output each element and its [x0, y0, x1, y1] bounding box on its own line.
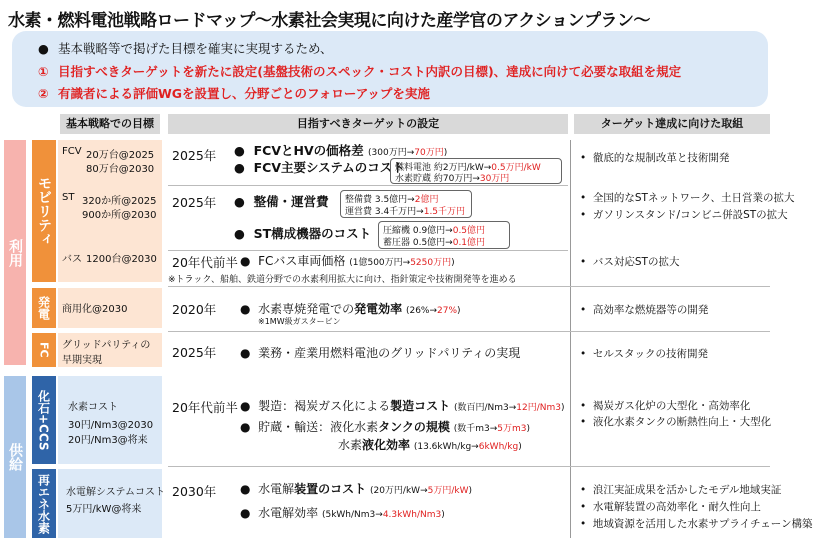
category-supply: 供給 — [4, 376, 26, 538]
year-label: 2020年 — [172, 302, 217, 317]
year-label: 2025年 — [172, 148, 217, 163]
year-label: 20年代前半 — [172, 255, 238, 270]
action-item: • 液化水素タンクの断熱性向上・大型化 — [580, 416, 772, 428]
intro-item-2: ② 有識者による評価WGを設置し、分野ごとのフォローアップを実施 — [38, 86, 430, 101]
action-item: • バス対応STの拡大 — [580, 256, 680, 268]
subcategory-fc: FC — [32, 333, 56, 367]
row-separator — [168, 250, 568, 251]
header-basic-goal: 基本戦略での目標 — [60, 114, 160, 134]
target-renew-efficiency: ● 水電解効率 (5kWh/Nm3→4.3kWh/Nm3) — [240, 506, 445, 520]
target-renew-cost: ● 水電解装置のコスト (20万円/kW→5万円/kW) — [240, 482, 473, 496]
power-note: ※1MW級ガスタービン — [258, 317, 341, 326]
year-label: 2030年 — [172, 484, 217, 499]
goal-box-ccs: 水素コスト 30円/Nm3@2030 20円/Nm3@将来 — [58, 376, 162, 464]
target-fc-gridparity: ● 業務・産業用燃料電池のグリッドパリティの実現 — [240, 346, 521, 360]
intro-item-1: ① 目指すべきターゲットを新たに設定(基盤技術のスペック・コスト内訳の目標)、達成に向けて必要な取組を規定 — [38, 64, 682, 79]
target-fcv-price: ● FCVとHVの価格差 (300万円→70万円) — [234, 143, 448, 158]
mobility-note: ※トラック、船舶、鉄道分野での水素利用拡大に向け、指針策定や技術開発等を進める — [168, 275, 517, 285]
action-item: • ガソリンスタンド/コンビニ併設STの拡大 — [580, 209, 788, 221]
intro-panel — [12, 31, 768, 107]
action-item: • 褐炭ガス化炉の大型化・高効率化 — [580, 400, 751, 412]
goal-box-fc: グリッドパリティの 早期実現 — [58, 333, 162, 367]
action-item: • セルスタックの技術開発 — [580, 348, 709, 360]
target-st-equipment: ● ST構成機器のコスト — [234, 226, 372, 241]
intro-line-1: ● 基本戦略等で掲げた目標を確実に実現するため、 — [38, 41, 333, 56]
year-label: 20年代前半 — [172, 400, 238, 415]
row-separator — [168, 185, 568, 186]
action-item: • 徹底的な規制改革と技術開発 — [580, 152, 730, 164]
target-ccs-production: ● 製造：褐炭ガス化による製造コスト (数百円/Nm3→12円/Nm3) — [240, 399, 565, 413]
subcategory-power: 発電 — [32, 288, 56, 328]
row-separator — [168, 466, 770, 467]
action-item: • 水電解装置の高効率化・耐久性向上 — [580, 501, 761, 513]
header-action: ターゲット達成に向けた取組 — [574, 114, 770, 134]
fcv-system-detail: 燃料電池 約2万円/kW→0.5万円/kW 水素貯蔵 約70万円→30万円 — [390, 158, 562, 184]
column-divider — [570, 140, 571, 538]
row-separator — [168, 331, 770, 332]
page-title: 水素・燃料電池戦略ロードマップ～水素社会実現に向けた産学官のアクションプラン～ — [8, 11, 650, 31]
target-fcv-system: ● FCV主要システムのコスト — [234, 160, 405, 175]
bullet-icon: ● — [38, 41, 49, 56]
row-separator — [168, 286, 770, 287]
target-power-efficiency: ● 水素専焼発電での発電効率 (26%→27%) — [240, 302, 461, 316]
target-bus-price: ● FCバス車両価格 (1億500万円→5250万円) — [240, 254, 455, 268]
action-item: • 浪江実証成果を活かしたモデル地域実証 — [580, 484, 782, 496]
action-item: • 高効率な燃焼器等の開発 — [580, 304, 709, 316]
goal-box-power: 商用化@2030 — [58, 288, 162, 328]
action-item: • 全国的なSTネットワーク、土日営業の拡大 — [580, 192, 795, 204]
category-use: 利用 — [4, 140, 26, 365]
goal-box-renew: 水電解システムコスト 5万円/kW@将来 — [58, 469, 162, 538]
subcategory-mobility: モビリティ — [32, 140, 56, 282]
action-item: • 地域資源を活用した水素サプライチェーン構築 — [580, 518, 813, 530]
target-st-cost: ● 整備・運営費 — [234, 194, 329, 209]
header-target: 目指すべきターゲットの設定 — [168, 114, 568, 134]
goal-box-mobility: FCV 20万台@2025 80万台@2030 ST 320か所@2025 900か所@2030 バス 1200台@2030 — [58, 140, 162, 282]
year-label: 2025年 — [172, 345, 217, 360]
subcategory-renew: 再エネ水素 — [32, 469, 56, 538]
target-ccs-tank: ● 貯蔵・輸送：液化水素タンクの規模 (数千m3→5万m3) — [240, 420, 531, 434]
year-label: 2025年 — [172, 195, 217, 210]
st-equipment-detail: 圧縮機 0.9億円→0.5億円 蓄圧器 0.5億円→0.1億円 — [378, 221, 510, 249]
subcategory-ccs: 化石+CCS — [32, 376, 56, 464]
st-cost-detail: 整備費 3.5億円→2億円 運営費 3.4千万円→1.5千万円 — [340, 190, 472, 218]
target-ccs-liquefaction: 水素液化効率 (13.6kWh/kg→6kWh/kg) — [338, 438, 522, 452]
